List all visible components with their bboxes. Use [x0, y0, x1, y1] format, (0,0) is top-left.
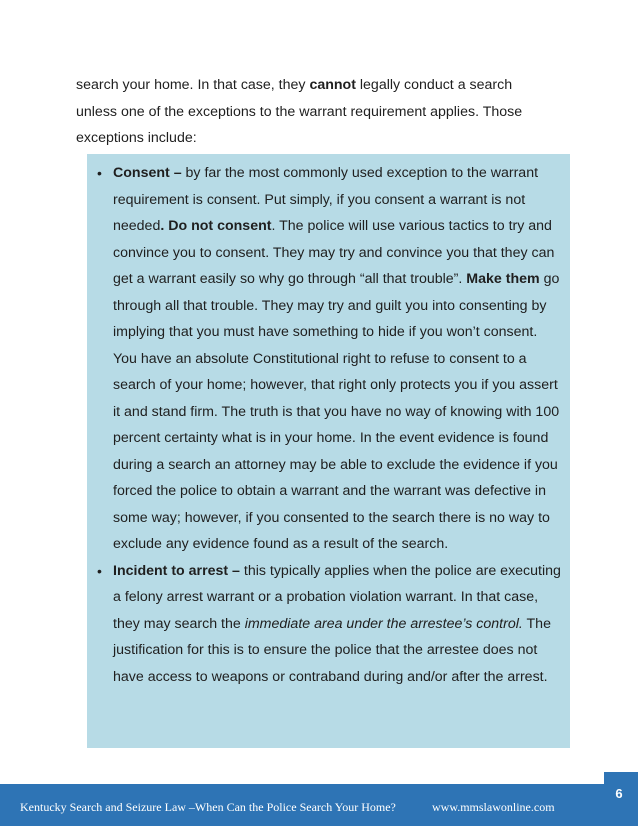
intro-paragraph [76, 72, 576, 152]
list-item-consent [97, 160, 564, 558]
intro-line: exceptions include: [76, 130, 197, 146]
bullet-icon: • [97, 165, 102, 181]
intro-line [76, 72, 576, 99]
intro-line: unless one of the exceptions to the warrant requirement applies. Those [76, 103, 523, 120]
exceptions-callout-box [87, 154, 570, 748]
consent-text: . The police will use various tactics to try and convince you to consent. They may try and convince you that they can get a warrant easily so why go through “all that trouble”. [113, 218, 555, 287]
consent-text: go through all that trouble. They may try and guilt you into consenting by implying that you must have something to hide if you won’t consent. You have an absolute Constitutional right to refuse to consent to a search of your home; however, that right only protects you if you assert it and stand firm. The truth is that you have no way of knowing with 100 percent certainty what is in your home. In the event evidence is found during a search an attorney may be able to exclude the evidence if you forced the police to obtain a warrant and the warrant was defective in some way; however, if you consented to the search there is no way to exclude any evidence found as a result of the search. [113, 271, 560, 552]
intro-text: search your home. In that case, they [76, 77, 310, 93]
arrest-text: The justification for this is to ensure the police that the arrestee does not have access to weapons or contraband during and/or after the arrest. [113, 615, 551, 685]
list-item-incident-to-arrest [97, 558, 564, 691]
emphasis-cannot: cannot [309, 77, 356, 93]
consent-text: by far the most commonly used exception to the warrant requirement is consent. Put simply, if you consent a warrant is not needed [113, 165, 539, 234]
arrest-heading: Incident to arrest – [113, 562, 240, 579]
arrest-italic: immediate area under the arrestee’s control. [244, 615, 523, 632]
exceptions-list [87, 154, 570, 690]
bullet-icon: • [97, 562, 102, 579]
footer-title: Kentucky Search and Seizure Law –When Can the Police Search Your Home? [20, 800, 396, 814]
consent-emphasis: . Do not consent [160, 218, 272, 234]
intro-text: legally conduct a search [355, 77, 513, 93]
arrest-text: this typically applies when the police are executing a felony arrest warrant or a probation violation warrant. In that case, they may search the [113, 562, 561, 632]
footer-url: www.mmslawonline.com [432, 800, 555, 814]
page-number: 6 [615, 786, 623, 801]
consent-emphasis: Make them [466, 271, 540, 287]
consent-heading: Consent – [113, 165, 182, 181]
